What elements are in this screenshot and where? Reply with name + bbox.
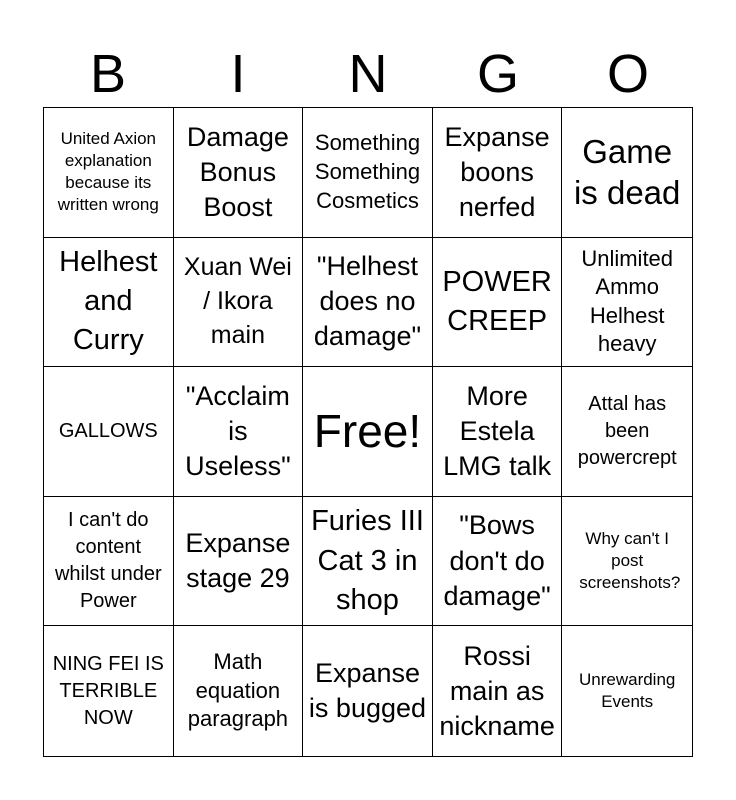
cell-text: Rossi main as nickname: [439, 640, 555, 741]
bingo-cell-r5c3[interactable]: [303, 626, 433, 756]
bingo-cell-r1c4[interactable]: [433, 108, 563, 238]
bingo-cell-r2c4[interactable]: [433, 238, 563, 368]
cell-text: Helhest and Curry: [59, 246, 158, 357]
cell-text: Xuan Wei / Ikora main: [183, 253, 292, 349]
cell-text: Something Something Cosmetics: [314, 130, 421, 213]
cell-text: Unlimited Ammo Helhest heavy: [581, 245, 674, 357]
free-space-cell[interactable]: [303, 367, 433, 497]
cell-text: NING FEI IS TERRIBLE NOW: [52, 652, 164, 729]
bingo-cell-r5c2[interactable]: [174, 626, 304, 756]
bingo-cell-r3c2[interactable]: [174, 367, 304, 497]
bingo-cell-r4c1[interactable]: [44, 497, 174, 627]
cell-text: Why can't I post screenshots?: [579, 528, 681, 593]
bingo-cell-r5c4[interactable]: [433, 626, 563, 756]
bingo-header: [43, 40, 693, 108]
bingo-cell-r4c2[interactable]: [174, 497, 304, 627]
bingo-cell-r3c1[interactable]: [44, 367, 174, 497]
bingo-cell-r4c4[interactable]: [433, 497, 563, 627]
bingo-cell-r2c2[interactable]: [174, 238, 304, 368]
cell-text: Attal has been powercrept: [577, 392, 677, 469]
header-letter-n: N: [348, 44, 388, 104]
cell-text: More Estela LMG talk: [443, 380, 552, 482]
cell-text: POWER CREEP: [442, 265, 552, 337]
bingo-cell-r2c5[interactable]: [562, 238, 692, 368]
bingo-cell-r4c5[interactable]: [562, 497, 692, 627]
bingo-cell-r1c1[interactable]: [44, 108, 174, 238]
cell-text: Expanse stage 29: [185, 528, 291, 594]
cell-text: Expanse boons nerfed: [444, 121, 550, 222]
cell-text: Furies III Cat 3 in shop: [311, 505, 424, 616]
bingo-cell-r5c5[interactable]: [562, 626, 692, 756]
bingo-cell-r1c5[interactable]: [562, 108, 692, 238]
cell-text: "Helhest does no damage": [313, 251, 422, 352]
cell-text: Unrewarding Events: [578, 670, 676, 712]
bingo-cell-r3c4[interactable]: [433, 367, 563, 497]
bingo-cell-r5c1[interactable]: [44, 626, 174, 756]
bingo-cell-r4c3[interactable]: [303, 497, 433, 627]
free-space-text: Free!: [313, 405, 422, 458]
cell-text: Game is dead: [573, 133, 681, 212]
cell-text: Expanse is bugged: [308, 658, 427, 724]
header-letter-o: O: [606, 44, 649, 104]
bingo-cell-r2c1[interactable]: [44, 238, 174, 368]
bingo-cell-r2c3[interactable]: [303, 238, 433, 368]
cell-text: "Bows don't do damage": [443, 510, 551, 611]
cell-text: Damage Bonus Boost: [186, 121, 289, 222]
cell-text: United Axion explanation because its written wrong: [57, 129, 159, 215]
cell-text: GALLOWS: [58, 419, 158, 442]
bingo-cell-r3c5[interactable]: [562, 367, 692, 497]
cell-text: I can't do content whilst under Power: [54, 509, 162, 613]
bingo-board: [43, 107, 693, 757]
cell-text: Math equation paragraph: [187, 649, 289, 732]
bingo-cell-r1c3[interactable]: [303, 108, 433, 238]
header-letter-b: B: [89, 44, 127, 104]
header-letter-g: G: [476, 44, 519, 104]
bingo-cell-r1c2[interactable]: [174, 108, 304, 238]
header-letter-i: I: [230, 44, 246, 104]
cell-text: "Acclaim is Useless": [185, 380, 291, 482]
